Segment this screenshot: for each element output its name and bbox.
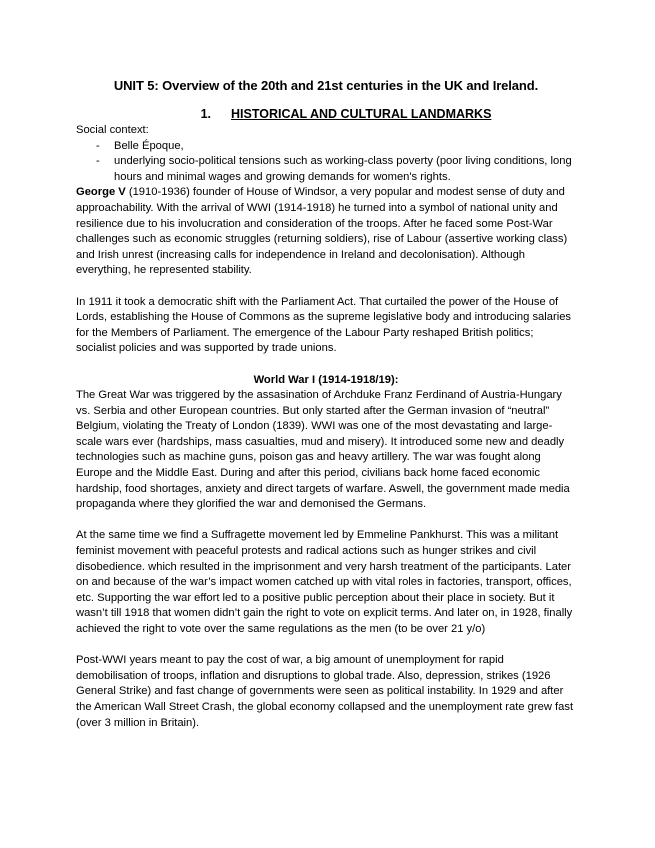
list-item bbox=[76, 154, 576, 185]
george-v-paragraph bbox=[76, 185, 576, 279]
george-v-text: (1910-1936) founder of House of Windsor, a very popular and modest sense of duty and approachability. With the arrival of WWI (1914-1918) he turned into a symbol of national unity and resilience due to his involucration and consideration of the troops. After he faced some Post-War challenges such as economic struggles (returning soldiers), rise of Labour (assertive working class) and Irish unrest (increasing calls for independence in Ireland and decolonisation). Although everything, he represented stability. bbox=[76, 186, 568, 277]
list-item bbox=[76, 139, 576, 155]
document-page bbox=[76, 78, 576, 731]
wwi-paragraph: The Great War was triggered by the assasination of Archduke Franz Ferdinand of Austria-Hungary vs. Serbia and other European countries. But only started after the German invasion of “neutral” Belgium, violating the Treaty of London (1839). WWI was one of the most devastating and large-scale wars ever (hardships, mass casualties, mud and misery). It introduced some new and deadly technologies such as machine guns, poison gas and heavy artillery. The war was fought along Europe and the Middle East. During and after this period, civilians back home faced economic hardship, food shortages, anxiety and direct targets of warfare. Aswell, the government made media propaganda where they glorified the war and demonised the Germans. bbox=[76, 389, 570, 511]
section-title: HISTORICAL AND CULTURAL LANDMARKS bbox=[231, 107, 492, 121]
social-context-label: Social context: bbox=[76, 124, 149, 136]
section-number: 1. bbox=[200, 107, 211, 121]
document-title: UNIT 5: Overview of the 20th and 21st centuries in the UK and Ireland. bbox=[113, 78, 539, 93]
suffragette-paragraph: At the same time we find a Suffragette movement led by Emmeline Pankhurst. This was a militant feminist movement with peaceful protests and radical actions such as hunger strikes and civil disobedience. which resulted in the imprisonment and very harsh treatment of the participants. Later on and because of the war’s impact women catched up with vital roles in factories, transport, offices, etc. Supporting the war effort led to a positive public perception about their place in society. But it wasn’t till 1918 that women didn’t gain the right to vote on explicit terms. And later on, in 1928, finally achieved the right to vote over the same regulations as the men (to be over 21 y/o) bbox=[76, 529, 573, 635]
george-v-name: George V bbox=[76, 186, 126, 199]
dash-bullet: - bbox=[96, 139, 100, 152]
dash-bullet: - bbox=[96, 155, 100, 168]
section-heading bbox=[76, 107, 576, 121]
post-wwi-paragraph: Post-WWI years meant to pay the cost of war, a big amount of unemployment for rapid demobilisation of troops, inflation and disruptions to global trade. Also, depression, strikes (1926 General Strike) and fast change of governments were seen as political instability. In 1929 and after the American Wall Street Crash, the global economy collapsed and the unemployment rate grew fast (over 3 million in Britain). bbox=[76, 654, 574, 729]
parliament-paragraph: In 1911 it took a democratic shift with the Parliament Act. That curtailed the power of the House of Lords, establishing the House of Commons as the supreme legislative body and introducing salaries for the Members of Parliament. The emergence of the Labour Party reshaped British politics; socialist policies and was supported by trade unions. bbox=[76, 295, 572, 355]
list-item-text: Belle Époque, bbox=[114, 139, 184, 152]
wwi-heading: World War I (1914-1918/19): bbox=[253, 373, 399, 386]
list-item-text: underlying socio-political tensions such as working-class poverty (poor living conditions, long hours and minimal wages and growing demands for women's rights. bbox=[114, 155, 572, 183]
social-context-list bbox=[76, 139, 576, 186]
